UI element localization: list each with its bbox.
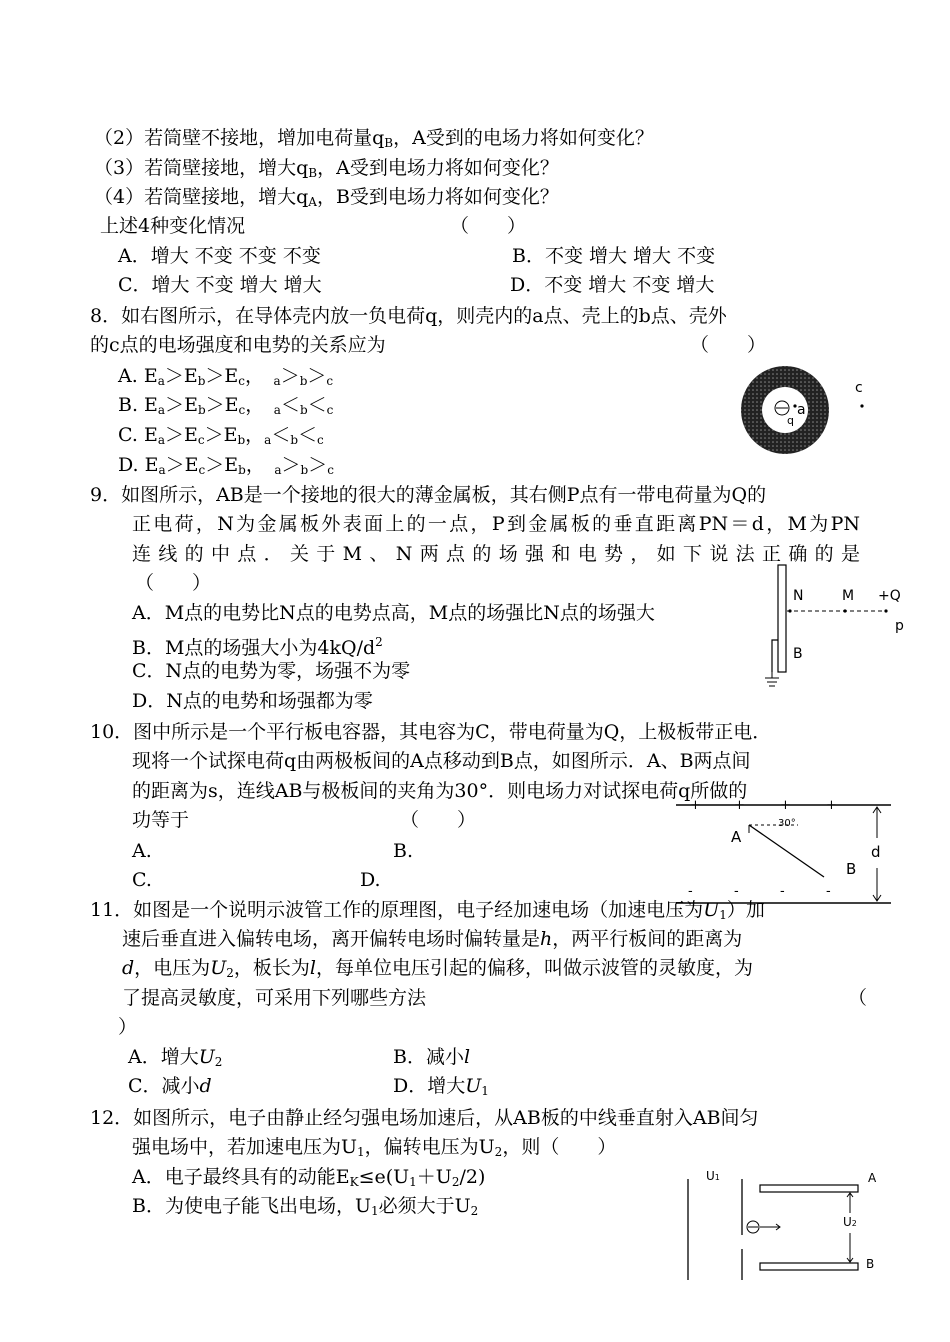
- q9-paren: （ ）: [135, 572, 212, 594]
- q11-option-b: B．减小l: [393, 1046, 471, 1068]
- q10-option-b: B.: [393, 840, 414, 862]
- q8-figure: [735, 360, 895, 460]
- label-c: c: [855, 380, 863, 396]
- point-c-dot: [860, 404, 863, 407]
- q9-option-d: D．N点的电势和场强都为零: [132, 690, 373, 712]
- q10-option-c: C.: [132, 869, 152, 891]
- q9-option-a: A．M点的电势比N点的电势点高，M点的场强比N点的场强大: [132, 602, 655, 624]
- q12-option-a: A．电子最终具有的动能EK≤e(U1＋U2/2): [132, 1166, 486, 1189]
- q7-option-c: C．增大 不变 增大 增大: [118, 274, 322, 296]
- q11-option-c: C．减小d: [128, 1075, 212, 1097]
- q8-option-a: A. Ea＞Eb＞Ec， a＞b＞c: [118, 365, 334, 388]
- label-plus-q: +Q: [878, 588, 901, 604]
- q10-option-d: D.: [360, 869, 381, 891]
- q11-stem-line3: d，电压为U2，板长为l，每单位电压引起的偏移，叫做示波管的灵敏度，为: [122, 957, 753, 980]
- q10-figure: [676, 798, 896, 908]
- q12-stem-line2: 强电场中，若加速电压为U1，偏转电压为U2，则（ ）: [132, 1136, 617, 1159]
- label-a: a: [797, 402, 806, 418]
- q9-stem-line2: 正电荷，N为金属板外表面上的一点，P到金属板的垂直距离PN＝d，M为PN: [132, 513, 860, 535]
- q12-option-b: B．为使电子能飞出电场，U1必须大于U2: [132, 1195, 479, 1218]
- q11-option-d: D．增大U1: [393, 1075, 489, 1098]
- label-p: p: [895, 618, 904, 634]
- label-b: B: [846, 860, 857, 878]
- plus-sign-2: +: [734, 798, 745, 813]
- plus-sign-4: +: [826, 798, 837, 813]
- q8-option-d: D. Ea＞Ec＞Eb， a＞b＞c: [118, 454, 334, 477]
- q11-stem-line1: 11．如图是一个说明示波管工作的原理图，电子经加速电场（加速电压为U1）加: [90, 899, 765, 922]
- q11-option-a: A．增大U2: [128, 1046, 223, 1069]
- q10-stem-line4: 功等于: [132, 809, 190, 831]
- angle-label: 30°: [778, 818, 796, 829]
- q7-sub4: （4）若筒壁接地，增大qA，B受到电场力将如何变化？: [94, 186, 559, 209]
- q11-paren-close: ）: [118, 1016, 138, 1038]
- minus-sign-1: -: [688, 884, 693, 899]
- q10-stem-line2: 现将一个试探电荷q由两极板间的A点移动到B点，如图所示．A、B两点间: [132, 750, 751, 772]
- minus-sign-2: -: [734, 884, 739, 899]
- q9-stem-line1: 9．如图所示，AB是一个接地的很大的薄金属板，其右侧P点有一带电荷量为Q的: [90, 484, 767, 506]
- q8-option-c: C. Ea＞Ec＞Eb，a＜b＜c: [118, 424, 324, 447]
- label-a: A: [868, 1171, 877, 1185]
- plus-sign-1: +: [690, 798, 701, 813]
- label-u2: U2: [843, 1215, 857, 1229]
- q8-paren: （ ）: [690, 334, 767, 356]
- q8-stem-line2: 的c点的电场强度和电势的关系应为: [90, 334, 386, 356]
- q9-option-b: B．M点的场强大小为$4kQ/d^2$: [132, 635, 383, 659]
- q7-sub2: （2）若筒壁不接地，增加电荷量qB，A受到的电场力将如何变化？: [94, 127, 654, 150]
- q12-figure: [680, 1165, 890, 1285]
- q9-figure: [760, 560, 910, 700]
- q12-stem-line1: 12．如图所示，电子由静止经匀强电场加速后，从AB板的中线垂直射入AB间匀: [90, 1107, 759, 1129]
- q7-summary: 上述4种变化情况: [100, 215, 246, 237]
- label-n: N: [793, 588, 804, 604]
- plus-sign-3: +: [780, 798, 791, 813]
- q11-stem-line4: 了提高灵敏度，可采用下列哪些方法: [122, 987, 427, 1009]
- label-b: B: [793, 646, 803, 662]
- q10-option-a: A.: [132, 840, 152, 862]
- label-m: M: [842, 588, 855, 604]
- label-a: A: [731, 828, 742, 846]
- q8-option-b: B. Ea＞Eb＞Ec， a＜b＜c: [118, 394, 334, 417]
- q10-stem-line1: 10．图中所示是一个平行板电容器，其电容为C，带电荷量为Q，上极板带正电．: [90, 721, 772, 743]
- metal-plate: [778, 565, 786, 672]
- segment-ab: [749, 825, 824, 877]
- minus-sign-4: -: [826, 884, 831, 899]
- label-u1: U1: [706, 1169, 720, 1183]
- q7-paren: （ ）: [450, 215, 527, 237]
- q7-option-a: A．增大 不变 不变 不变: [118, 245, 321, 267]
- q10-paren: （ ）: [400, 809, 477, 831]
- label-d: d: [871, 843, 881, 861]
- q10-stem-line3: 的距离为s，连线AB与极板间的夹角为30°．则电场力对试探电荷q所做的: [132, 780, 748, 802]
- plate-b: [760, 1263, 858, 1270]
- label-q: q: [787, 414, 794, 427]
- q11-paren-open: （: [848, 987, 868, 1009]
- q11-stem-line2: 速后垂直进入偏转电场，离开偏转电场时偏转量是h，两平行板间的距离为: [122, 928, 743, 950]
- q8-stem-line1: 8．如右图所示，在导体壳内放一负电荷q，则壳内的a点、壳上的b点、壳外: [90, 305, 727, 327]
- minus-sign-3: -: [780, 884, 785, 899]
- q9-option-c: C．N点的电势为零，场强不为零: [132, 660, 411, 682]
- q7-sub3: （3）若筒壁接地，增大qB，A受到电场力将如何变化？: [94, 157, 559, 180]
- label-b: B: [866, 1257, 875, 1271]
- q9-stem-line3: 连线的中点．关于M、N两点的场强和电势，如下说法正确的是: [132, 543, 860, 565]
- q7-option-b: B．不变 增大 增大 不变: [512, 245, 716, 267]
- plate-a: [760, 1185, 858, 1192]
- q7-option-d: D．不变 增大 不变 增大: [510, 274, 715, 296]
